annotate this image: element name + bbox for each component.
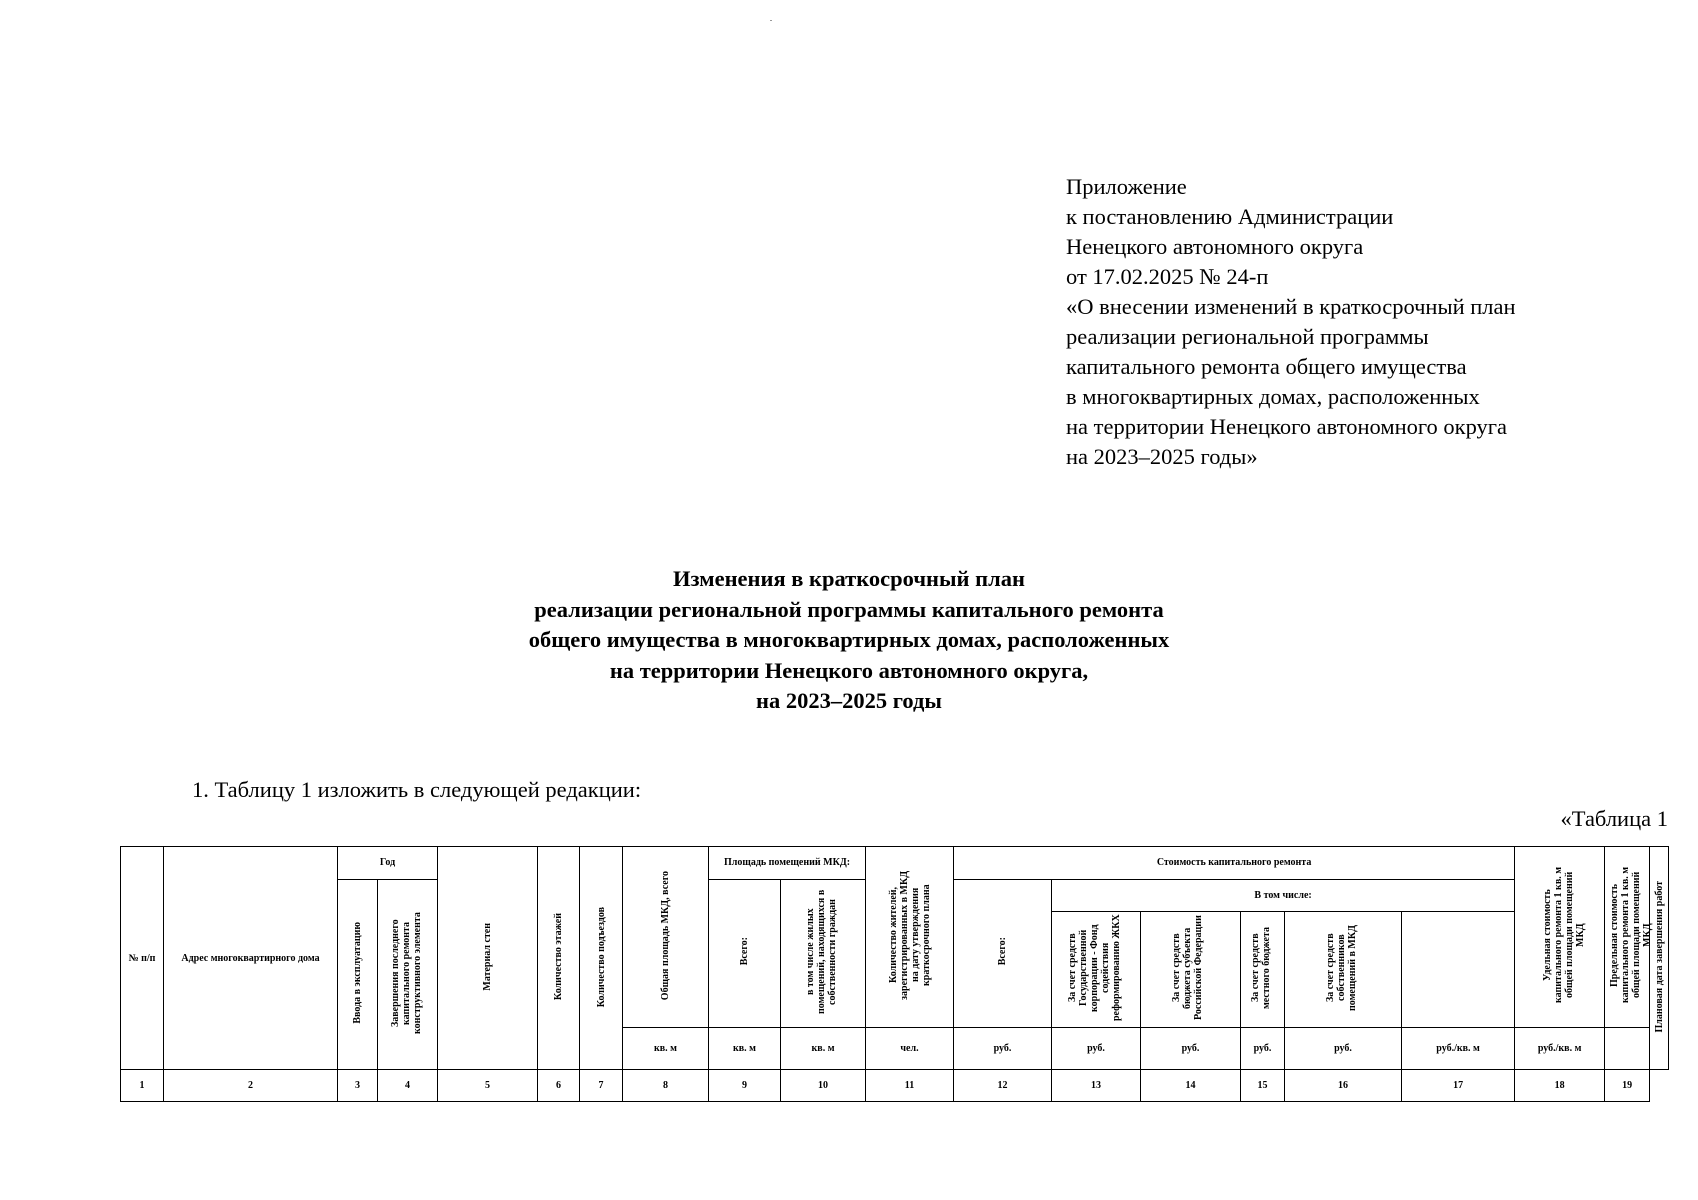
unit-cell: кв. м <box>709 1027 781 1070</box>
appendix-line: Ненецкого автономного округа <box>1066 234 1364 259</box>
column-number: 15 <box>1241 1070 1285 1102</box>
document-title <box>0 564 1698 717</box>
title-line: реализации региональной программы капитального ремонта <box>534 596 1164 622</box>
capital-repair-table <box>120 846 1669 1102</box>
title-line: на 2023–2025 годы <box>756 688 942 713</box>
unit-cell: руб. <box>1241 1027 1285 1070</box>
header-premises-area: Площадь помещений МКД: <box>709 847 866 880</box>
column-number: 16 <box>1285 1070 1402 1102</box>
column-number: 18 <box>1515 1070 1605 1102</box>
instruction-text: 1. Таблицу 1 изложить в следующей редакции: <box>192 777 642 802</box>
header-cost-total: Всего: <box>954 879 1052 1027</box>
header-num: № п/п <box>121 847 164 1070</box>
column-number: 10 <box>781 1070 866 1102</box>
column-number: 17 <box>1402 1070 1515 1102</box>
header-row <box>121 847 1669 880</box>
appendix-line: капитального ремонта общего имущества <box>1066 354 1467 379</box>
appendix-line: «О внесении изменений в краткосрочный план <box>1066 294 1516 319</box>
column-number: 14 <box>1141 1070 1241 1102</box>
column-number: 7 <box>580 1070 623 1102</box>
title-line: на территории Ненецкого автономного округа, <box>609 657 1089 683</box>
header-fund: За счет средств Государственной корпорации - Фонд содействия реформированию ЖКХ <box>1052 912 1141 1027</box>
header-year: Год <box>338 847 438 880</box>
appendix-line: к постановлению Администрации <box>1066 204 1394 229</box>
column-number: 11 <box>866 1070 954 1102</box>
column-number: 2 <box>164 1070 338 1102</box>
unit-cell: кв. м <box>623 1027 709 1070</box>
header-premises-residential: в том числе жилых помещений, находящихся в собственности граждан <box>781 879 866 1027</box>
header-owners: За счет средств собственников помещений в МКД <box>1285 912 1402 1027</box>
header-premises-total: Всего: <box>709 879 781 1027</box>
unit-cell: руб./кв. м <box>1515 1027 1605 1070</box>
header-total-area: Общая площадь МКД, всего <box>623 847 709 1028</box>
column-number-row <box>121 1070 1669 1102</box>
appendix-line: на 2023–2025 годы» <box>1066 444 1258 469</box>
appendix-line: Приложение <box>1066 174 1187 199</box>
header-floors: Количество этажей <box>538 847 580 1070</box>
unit-cell: руб./кв. м <box>1402 1027 1515 1070</box>
column-number: 19 <box>1605 1070 1650 1102</box>
column-number: 12 <box>954 1070 1052 1102</box>
column-number: 1 <box>121 1070 164 1102</box>
appendix-line: в многоквартирных домах, расположенных <box>1066 384 1480 409</box>
unit-cell: кв. м <box>781 1027 866 1070</box>
unit-cell: чел. <box>866 1027 954 1070</box>
unit-cell: руб. <box>1052 1027 1141 1070</box>
appendix-line: на территории Ненецкого автономного округа <box>1066 414 1508 439</box>
header-address: Адрес многоквартирного дома <box>164 847 338 1070</box>
header-completion: Плановая дата завершения работ <box>1650 847 1669 1070</box>
title-line: общего имущества в многоквартирных домах, расположенных <box>528 627 1170 652</box>
header-local-budget: За счет средств местного бюджета <box>1241 912 1285 1027</box>
unit-cell: руб. <box>954 1027 1052 1070</box>
scan-mark <box>770 20 772 21</box>
column-number: 6 <box>538 1070 580 1102</box>
appendix-line: реализации региональной программы <box>1066 324 1429 349</box>
column-number: 3 <box>338 1070 378 1102</box>
appendix-block <box>1066 172 1516 472</box>
title-line: Изменения в краткосрочный план <box>673 566 1025 591</box>
unit-cell: руб. <box>1141 1027 1241 1070</box>
header-residents: Количество жителей, зарегистрированных в МКД на дату утверждения краткосрочного плана <box>866 847 954 1028</box>
column-number: 8 <box>623 1070 709 1102</box>
table-caption: «Таблица 1 <box>1560 806 1668 831</box>
header-including: В том числе: <box>1052 879 1515 912</box>
header-entrances: Количество подъездов <box>580 847 623 1070</box>
header-max-cost: Предельная стоимость капитального ремонта 1 кв. м общей площади помещений МКД <box>1605 847 1650 1028</box>
header-year-commission: Ввода в эксплуатацию <box>338 879 378 1070</box>
unit-cell: руб. <box>1285 1027 1402 1070</box>
header-unit-cost: Удельная стоимость капитального ремонта 1 кв. м общей площади помещений МКД <box>1515 847 1605 1028</box>
column-number: 9 <box>709 1070 781 1102</box>
column-number: 5 <box>438 1070 538 1102</box>
header-cost: Стоимость капитального ремонта <box>954 847 1515 880</box>
appendix-line: от 17.02.2025 № 24-п <box>1066 264 1269 289</box>
header-year-last-repair: Завершения последнего капитального ремонта конструктивного элемента <box>378 879 438 1070</box>
header-subject-budget: За счет средств бюджета субъекта Российской Федерации <box>1141 912 1241 1027</box>
column-number: 4 <box>378 1070 438 1102</box>
header-wall-material: Материал стен <box>438 847 538 1070</box>
column-number: 13 <box>1052 1070 1141 1102</box>
